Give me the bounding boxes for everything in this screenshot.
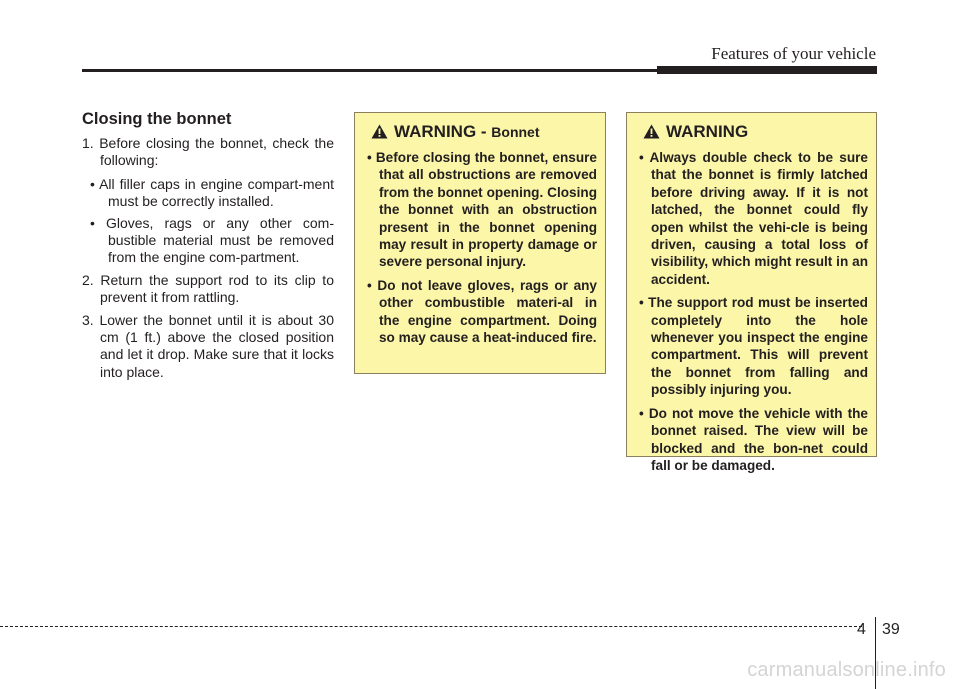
- section-title: Closing the bonnet: [82, 110, 232, 128]
- warning-item: • Do not leave gloves, rags or any other combustible materi-al in the engine compartment. Doing so may cause a heat-induced fire.: [367, 277, 597, 346]
- watermark: carmanualsonline.info: [747, 659, 946, 681]
- step-1-checklist: [82, 176, 334, 267]
- step-2-text: 2. Return the support rod to its clip to prevent it from rattling.: [82, 271, 334, 306]
- warning-header: [371, 122, 540, 142]
- closing-steps: [82, 135, 334, 386]
- warning-box-bonnet: [354, 112, 606, 374]
- step-3-text: 3. Lower the bonnet until it is about 30 cm (1 ft.) above the closed position and let it drop. Make sure that it locks into place.: [82, 311, 334, 380]
- warning-item: • Always double check to be sure that the bonnet is firmly latched before driving away. If it is not latched, the bonnet could fly open whilst the vehi-cle is being driven, causing a total loss of visibility, which might result in an accident.: [639, 150, 868, 287]
- step-2: [82, 272, 334, 307]
- warning-title: WARNING: [666, 122, 749, 141]
- header-title: Features of your vehicle: [711, 44, 876, 63]
- header-rule-accent: [657, 66, 877, 74]
- header-rule: [82, 69, 660, 72]
- warning-item: • Before closing the bonnet, ensure that all obstructions are removed from the bonnet opening. Closing the bonnet with an obstruction present in the bonnet opening may result in property damage or severe personal injury.: [367, 150, 597, 270]
- step-1: [82, 135, 334, 267]
- warning-item: • Do not move the vehicle with the bonnet raised. The view will be blocked and the bon-net could fall or be damaged.: [639, 405, 868, 473]
- step-3: [82, 312, 334, 382]
- step-1-text: 1. Before closing the bonnet, check the following:: [82, 135, 334, 169]
- checklist-item: • All filler caps in engine compart-ment must be correctly installed.: [90, 175, 334, 210]
- warning-triangle-icon: [371, 124, 388, 139]
- checklist-item: • Gloves, rags or any other com-bustible material must be removed from the engine com-partment.: [90, 214, 334, 266]
- warning-header: [643, 122, 748, 142]
- warning-list: [637, 149, 868, 480]
- chapter-number: 4: [857, 621, 866, 638]
- warning-list: [365, 149, 597, 352]
- warning-item: • The support rod must be inserted completely into the hole whenever you inspect the engine compartment. This will prevent the bonnet from falling and possibly injuring you.: [639, 295, 868, 398]
- warning-subtitle: Bonnet: [491, 124, 540, 140]
- warning-title: WARNING -: [394, 122, 492, 141]
- footer-dashed-rule: [0, 626, 862, 627]
- warning-box-general: [626, 112, 877, 473]
- warning-triangle-icon: [643, 124, 660, 139]
- page-number: 39: [882, 621, 900, 638]
